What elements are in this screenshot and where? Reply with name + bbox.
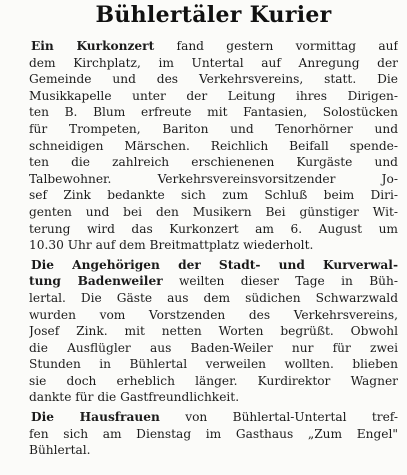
body-text: von Bühlertal-Untertal tref- — [159, 410, 398, 425]
bold-lead-text: Die Angehörigen der Stadt- und Kurverwal- — [31, 257, 398, 272]
body-text: Josef Zink. mit netten Worten begrüßt. Obwohl — [29, 324, 398, 339]
body-text: terung wird das Kurkonzert am 6. August um — [29, 221, 398, 236]
news-item — [29, 38, 398, 254]
body-text: Musikkapelle unter der Leitung ihres Dirigen- — [29, 88, 398, 103]
text-line — [29, 121, 398, 138]
text-line — [29, 273, 398, 290]
text-line — [29, 171, 398, 188]
body-text: für Trompeten, Bariton und Tenorhörner und — [29, 121, 398, 136]
text-line — [29, 356, 398, 373]
body-text: fand gestern vormittag auf — [154, 39, 398, 53]
text-line — [29, 426, 398, 443]
text-line — [29, 373, 398, 390]
text-line — [29, 138, 398, 155]
body-text: fen sich am Dienstag im Gasthaus „Zum Engel" — [29, 426, 398, 441]
body-text: Gemeinde und des Verkehrsvereins, statt. Die — [29, 72, 398, 87]
text-line — [29, 154, 398, 171]
text-line — [29, 389, 398, 406]
body-text: Talbewohner. Verkehrsvereinsvorsitzender Jo- — [29, 171, 398, 186]
bold-lead-text: Ein Kurkonzert — [31, 39, 155, 53]
body-text: genten und bei den Musikern Bei günstiger Wit- — [29, 204, 398, 219]
bold-lead-text: tung Badenweiler — [29, 274, 163, 289]
text-line — [29, 409, 398, 426]
body-text: 10.30 Uhr auf dem Breitmattplatz wiederholt. — [29, 238, 314, 253]
body-text: wurden vom Vorstzenden des Verkehrsvereins, — [29, 307, 398, 322]
text-line — [29, 257, 398, 274]
body-text: sie doch erheblich länger. Kurdirektor Wagner — [29, 373, 398, 388]
text-line — [29, 290, 398, 307]
text-line — [29, 55, 398, 72]
text-line — [29, 340, 398, 357]
text-line — [29, 104, 398, 121]
body-text: Stunden in Bühlertal verweilen wollten. blieben — [29, 357, 398, 372]
body-text: schneidigen Märschen. Reichlich Beifall spende- — [29, 138, 398, 153]
text-line — [29, 71, 398, 88]
text-line — [29, 237, 398, 254]
text-line — [29, 221, 398, 238]
news-item — [29, 409, 398, 459]
masthead-title: Bühlertäler Kurier — [95, 2, 332, 28]
bold-lead-text: Die Hausfrauen — [31, 410, 160, 425]
body-text: sef Zink bedankte sich zum Schluß beim Diri- — [29, 188, 398, 203]
body-text: ten B. Blum erfreute mit Fantasien, Solostücken — [29, 105, 398, 120]
text-line — [29, 323, 398, 340]
body-text: weilten dieser Tage in Büh- — [162, 274, 398, 289]
body-text: dankte für die Gastfreundlichkeit. — [29, 390, 240, 405]
text-line — [29, 204, 398, 221]
text-line — [29, 307, 398, 324]
text-line — [29, 88, 398, 105]
body-text: die Ausflügler aus Baden-Weiler nur für zwei — [29, 340, 398, 355]
body-text: dem Kirchplatz, im Untertal auf Anregung der — [29, 55, 398, 70]
news-item — [29, 257, 398, 406]
articles-column — [29, 38, 398, 459]
text-line — [29, 187, 398, 204]
body-text: Bühlertal. — [29, 443, 91, 458]
text-line — [29, 38, 398, 55]
text-line — [29, 442, 398, 459]
body-text: ten die zahlreich erschienenen Kurgäste und — [29, 155, 398, 170]
body-text: lertal. Die Gäste aus dem südichen Schwarzwald — [29, 290, 398, 305]
